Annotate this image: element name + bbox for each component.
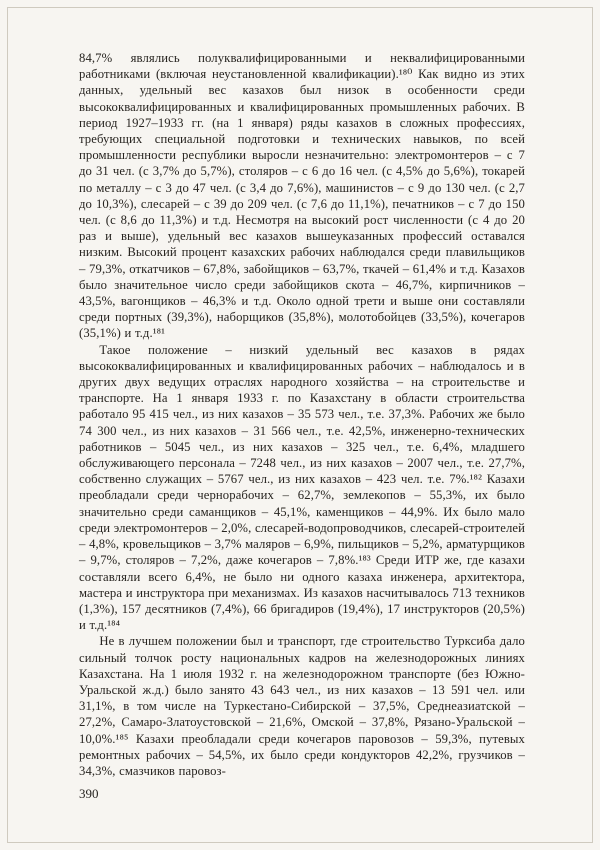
paragraph: Такое положение – низкий удельный вес казахов в рядах высококвалифицированных и квалифицированных рабочих – наблюдалось и в других двух ведущих отраслях народного хозяйства – на строительстве и транспорте. На 1 января 1933 г. по Казахстану в области строительства работало 95 415 чел., из них казахов – 35 573 чел., т.е. 37,3%. Рабочих же было 74 300 чел., из них казахов – 31 566 чел., т.е. 42,5%, инженерно-технических работников – 5045 чел., из них казахов – 325 чел., т.е. 6,4%, младшего обслуживающего персонала – 7248 чел., из них казахов – 2007 чел., т.е. 27,7%, собственно служащих – 5767 чел., из них казахов – 423 чел. т.е. 7%.¹⁸² Казахи преобладали среди чернорабочих – 62,7%, землекопов – 55,3%, их было значительно среди саманщиков – 45,1%, каменщиков – 44,9%. Их было мало среди электромонтеров – 2,0%, слесарей-водопроводчиков, слесарей-строителей – 4,8%, кровельщиков – 3,7% маляров – 6,9%, пильщиков – 5,2%, арматурщиков – 9,7%, столяров – 7,2%, даже кочегаров – 7,8%.¹⁸³ Среди ИТР же, где казахи составляли всего 6,4%, не было ни одного казаха инженера, архитектора, мастера и инструктора при механизмах. Из казахов насчитывалось 713 техников (1,3%), 157 десятников (7,4%), 66 бригадиров (19,4%), 17 инструкторов (20,5%) и т.д.¹⁸⁴ bbox=[79, 342, 525, 633]
page-number: 390 bbox=[79, 786, 99, 802]
page-text bbox=[79, 50, 525, 779]
paragraph: Не в лучшем положении был и транспорт, где строительство Турксиба дало сильный толчок росту национальных кадров на железнодорожных линиях Казахстана. На 1 июля 1932 г. на железнодорожном транспорте (без Южно-Уральской ж.д.) было занято 43 643 чел., из них казахов – 13 591 чел. или 31,1%, в том числе на Туркестано-Сибирской – 37,5%, Среднеазиатской – 27,2%, Самаро-Златоустовской – 21,6%, Омской – 37,8%, Рязано-Уральской – 10,0%.¹⁸⁵ Казахи преобладали среди кочегаров паровозов – 59,3%, путевых ремонтных рабочих – 54,5%, их было среди кондукторов 42,2%, грузчиков – 34,3%, смазчиков паровоз- bbox=[79, 634, 525, 778]
paragraph-continuation: 84,7% являлись полуквалифицированными и неквалифицированными работниками (включая неустановленной квалификации).¹⁸⁰ Как видно из этих данных, удельный вес казахов был низок в особенности среди высококвалифицированных и квалифицированных промышленных рабочих. В период 1927–1933 гг. (на 1 января) ряды казахов в сложных профессиях, требующих специальной подготовки и технических навыков, по всей промышленности республики выросли незначительно: электромонтеров – с 7 до 31 чел. (с 3,7% до 5,7%), столяров – с 6 до 16 чел. (с 4,5% до 5,6%), токарей по металлу – с 3 до 47 чел. (с 3,4 до 7,6%), машинистов – с 9 до 130 чел. (с 2,7 до 10,3%), слесарей – с 39 до 209 чел. (с 7,6 до 11,1%), печатников – с 7 до 150 чел. (с 8,6 до 11,3%) и т.д. Несмотря на высокий рост численности (с 4 до 20 раз и выше), удельный вес казахов вышеуказанных профессий оставался низким. Высокий процент казахских рабочих наблюдался среди плавильщиков – 79,3%, откатчиков – 67,8%, забойщиков – 63,7%, ткачей – 61,4% и т.д. Казахов было значительное число среди забойщиков скота – 46,7%, кирпичников – 43,5%, вагонщиков – 46,3% и т.д. Около одной трети и выше они составляли среди портных (39,3%), наборщиков (35,8%), молотобойцев (33,5%), кочегаров (35,1%) и т.д.¹⁸¹ bbox=[79, 51, 525, 341]
